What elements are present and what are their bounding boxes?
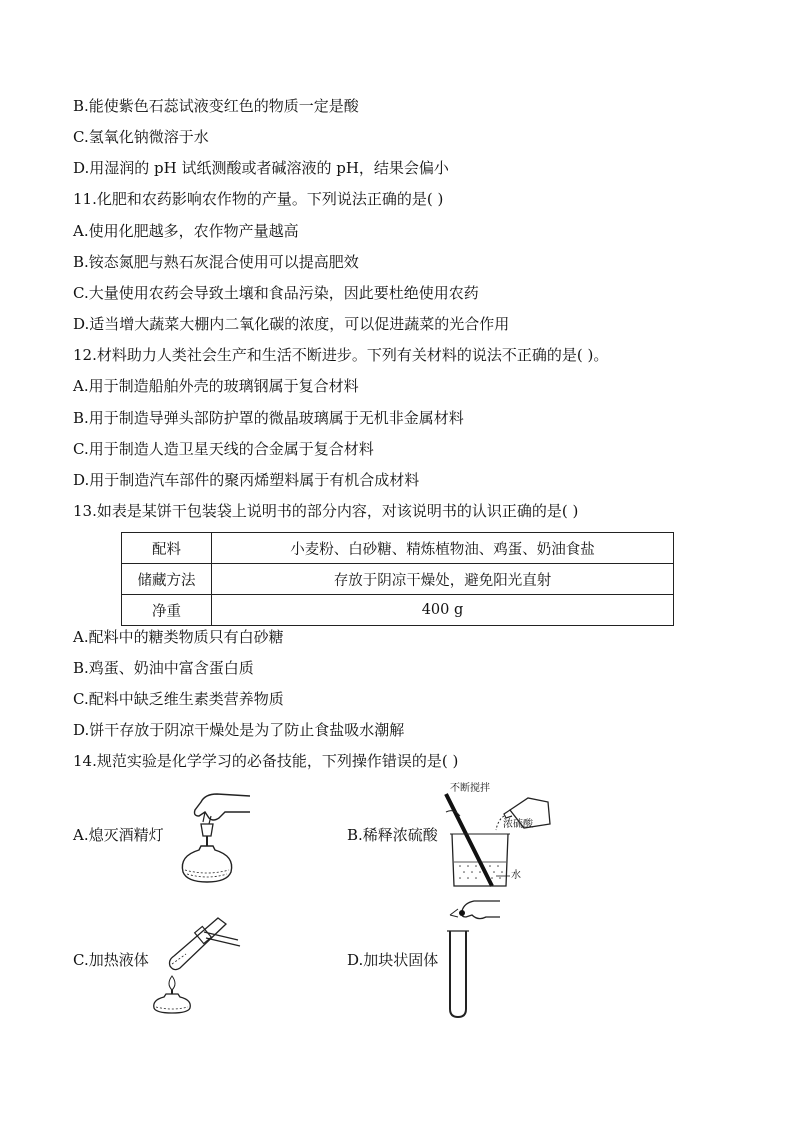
table-cell-key: 净重 — [122, 595, 212, 626]
figure-d-label: D.加块状固体 — [347, 951, 439, 969]
table-row — [122, 595, 674, 626]
figure-c-label: C.加热液体 — [73, 951, 149, 969]
option-10c: C.氢氧化钠微溶于水 — [73, 128, 209, 146]
question-12: 12.材料助力人类社会生产和生活不断进步。下列有关材料的说法不正确的是( )。 — [73, 346, 609, 364]
dilution-illustration — [440, 790, 555, 890]
figure-b-label: B.稀释浓硫酸 — [347, 826, 438, 844]
option-10d: D.用湿润的 pH 试纸测酸或者碱溶液的 pH，结果会偏小 — [73, 159, 449, 177]
option-13d: D.饼干存放于阴凉干燥处是为了防止食盐吸水潮解 — [73, 721, 405, 739]
add-solid-illustration — [440, 895, 505, 1020]
table-cell-value: 小麦粉、白砂糖、精炼植物油、鸡蛋、奶油食盐 — [212, 533, 674, 564]
alcohol-lamp-cap-illustration — [165, 788, 255, 888]
table-row — [122, 564, 674, 595]
table-cell-value: 400 g — [212, 595, 674, 626]
table-cell-key: 配料 — [122, 533, 212, 564]
table-cell-value: 存放于阴凉干燥处，避免阳光直射 — [212, 564, 674, 595]
option-11a: A.使用化肥越多，农作物产量越高 — [73, 222, 299, 240]
question-13: 13.如表是某饼干包装袋上说明书的部分内容，对该说明书的认识正确的是( ) — [73, 502, 579, 520]
option-12d: D.用于制造汽车部件的聚丙烯塑料属于有机合成材料 — [73, 471, 420, 489]
stir-label: 不断搅拌 — [450, 783, 490, 794]
table-cell-key: 储藏方法 — [122, 564, 212, 595]
option-11b: B.铵态氮肥与熟石灰混合使用可以提高肥效 — [73, 253, 359, 271]
option-13b: B.鸡蛋、奶油中富含蛋白质 — [73, 659, 254, 677]
heating-liquid-illustration — [148, 910, 243, 1015]
option-13c: C.配料中缺乏维生素类营养物质 — [73, 690, 284, 708]
option-11d: D.适当增大蔬菜大棚内二氧化碳的浓度，可以促进蔬菜的光合作用 — [73, 315, 510, 333]
figure-a-label: A.熄灭酒精灯 — [73, 826, 164, 844]
acid-label: 浓硫酸 — [503, 819, 533, 830]
option-12b: B.用于制造导弹头部防护罩的微晶玻璃属于无机非金属材料 — [73, 409, 464, 427]
option-11c: C.大量使用农药会导致土壤和食品污染，因此要杜绝使用农药 — [73, 284, 479, 302]
table-row — [122, 533, 674, 564]
biscuit-label-table — [121, 532, 674, 626]
option-10b: B.能使紫色石蕊试液变红色的物质一定是酸 — [73, 97, 359, 115]
question-11: 11.化肥和农药影响农作物的产量。下列说法正确的是( ) — [73, 190, 444, 208]
option-12c: C.用于制造人造卫星天线的合金属于复合材料 — [73, 440, 374, 458]
question-14: 14.规范实验是化学学习的必备技能，下列操作错误的是( ) — [73, 752, 459, 770]
option-12a: A.用于制造船舶外壳的玻璃钢属于复合材料 — [73, 377, 359, 395]
water-label: 水 — [511, 870, 521, 881]
option-13a: A.配料中的糖类物质只有白砂糖 — [73, 628, 284, 646]
